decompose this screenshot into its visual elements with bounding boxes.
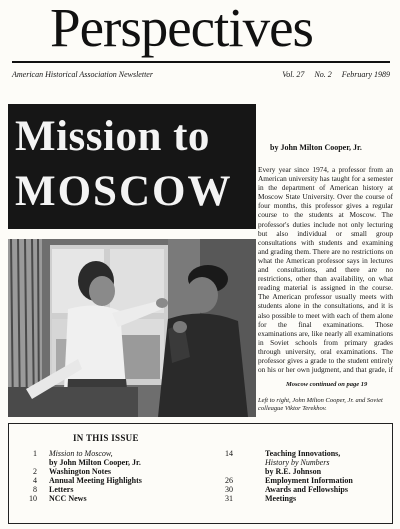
headline-line-2: MOSCOW <box>15 168 233 215</box>
volume: Vol. 27 <box>282 70 305 79</box>
toc-page: 4 <box>33 476 37 485</box>
toc-page: 14 <box>225 449 233 458</box>
toc-label: Letters <box>49 485 74 494</box>
in-this-issue-title: IN THIS ISSUE <box>73 433 139 443</box>
toc-label: by R.E. Johnson <box>265 467 322 476</box>
headline-line-1: Mission to <box>15 113 210 160</box>
toc-label: Mission to Moscow, <box>49 449 113 458</box>
toc-label: NCC News <box>49 494 87 503</box>
toc-label: Annual Meeting Highlights <box>49 476 142 485</box>
continued-note: Moscow continued on page 19 <box>286 381 368 388</box>
toc-page: 26 <box>225 476 233 485</box>
toc-label: Awards and Fellowships <box>265 485 348 494</box>
toc-label: Meetings <box>265 494 297 503</box>
issue-number: No. 2 <box>314 70 332 79</box>
toc-label: by John Milton Cooper, Jr. <box>49 458 141 467</box>
toc-label: Washington Notes <box>49 467 112 476</box>
toc-label: Teaching Innovations, <box>265 449 341 458</box>
toc-page: 10 <box>29 494 37 503</box>
photo-illustration <box>8 239 256 417</box>
toc-page: 2 <box>33 467 37 476</box>
article-byline: by John Milton Cooper, Jr. <box>270 143 362 152</box>
toc-label: History by Numbers <box>265 458 330 467</box>
toc-page: 30 <box>225 485 233 494</box>
issue-date: February 1989 <box>341 70 390 79</box>
headline-banner <box>8 104 256 229</box>
article-body: Every year since 1974, a professor from an American university has taught for a semester in the department of American history at Moscow State University. Over the course of four months, this professor gives a regular course to the students at Moscow. The professor's duties include not only lecturing but also individual or small group consultations with students and examining and grading them. There are no restrictions on what the American professor says in lectures and consultations, and there are no restrictions, other than availability, on what reading material is assigned in the course. The American professor usually meets with students alone in the consultations, and it is also possible to meet with each of them alone for the final examinations. Those examinations are, like nearly all examinations in Soviet schools from primary grades through university, oral examinations. The professor gives a grade to the student entirely on his or her own judgment, and that grade, if <box>258 165 393 375</box>
article-photo <box>8 239 256 417</box>
toc-page: 8 <box>33 485 37 494</box>
photo-caption: Left to right, John Milton Cooper, Jr. and Soviet colleague Viktor Terekhov. <box>258 397 383 412</box>
newsletter-subtitle: American Historical Association Newsletter <box>12 70 153 79</box>
toc-page: 31 <box>225 494 233 503</box>
newsletter-title: Perspectives <box>50 0 313 58</box>
toc-label: Employment Information <box>265 476 353 485</box>
masthead <box>12 0 390 79</box>
issue-info <box>282 70 390 79</box>
in-this-issue-box <box>8 423 393 524</box>
toc-page: 1 <box>33 449 37 458</box>
masthead-rule <box>12 61 390 63</box>
